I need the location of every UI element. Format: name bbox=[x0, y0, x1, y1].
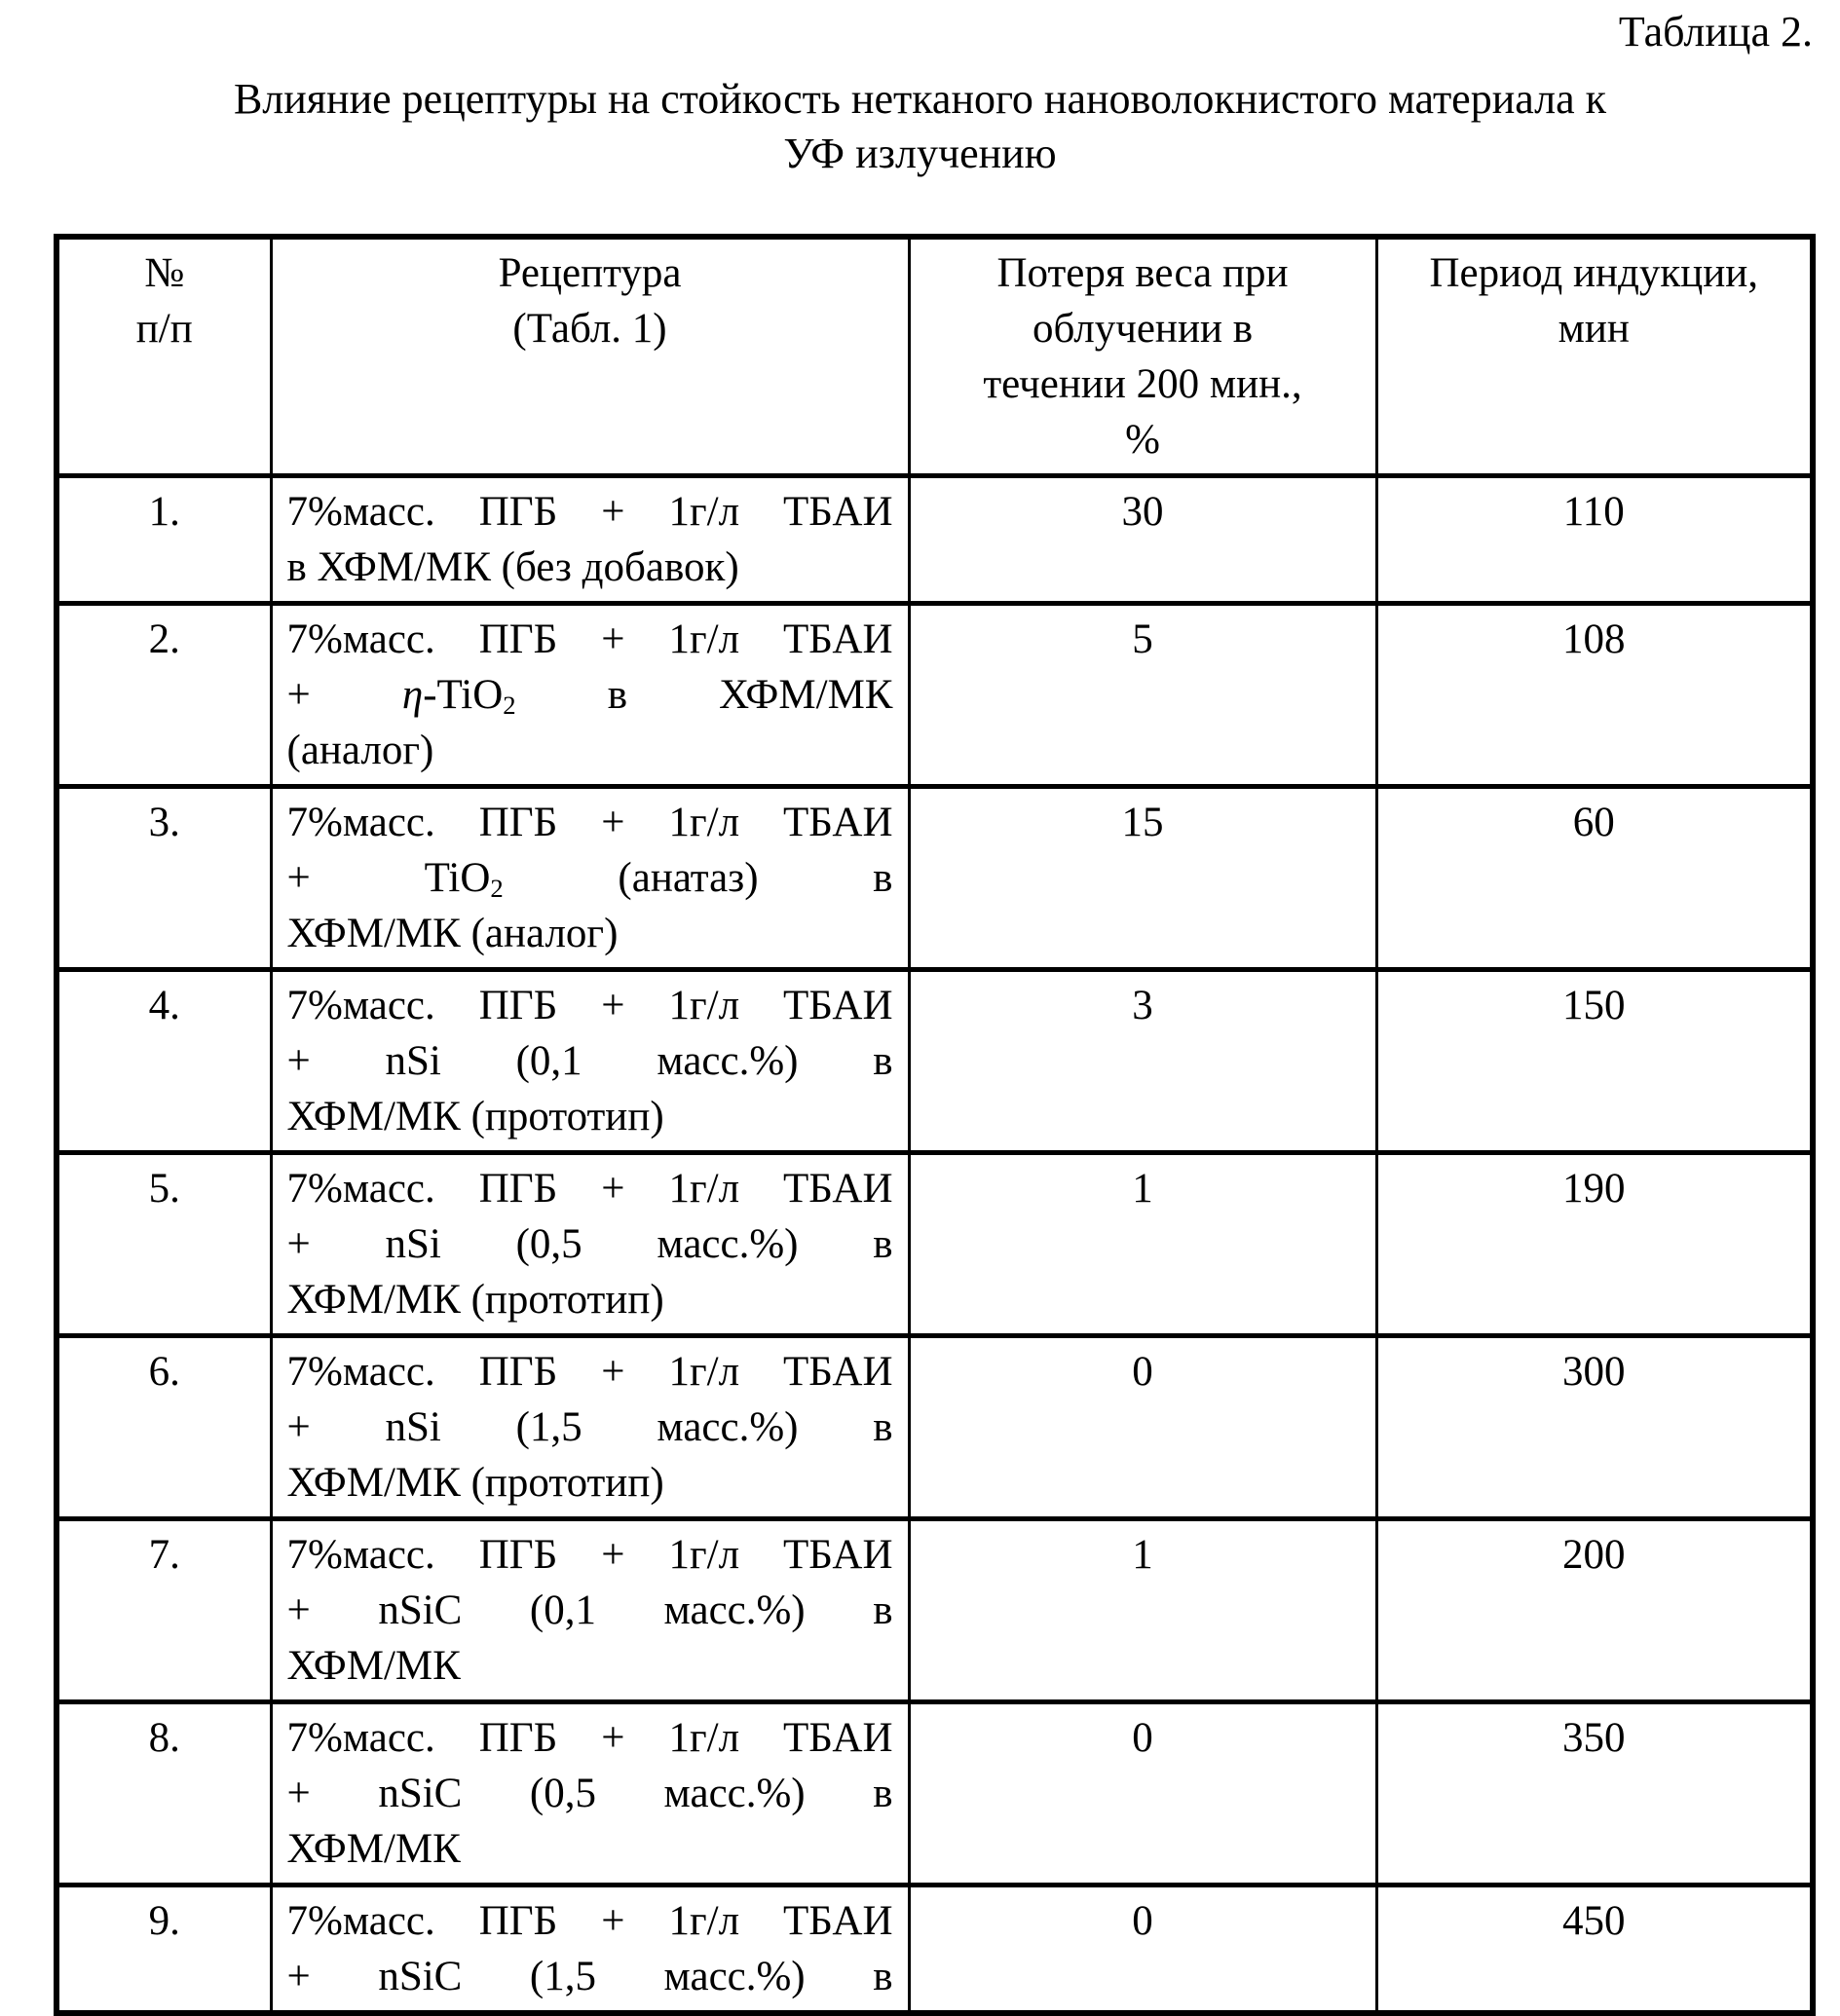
recipe-line: + nSiC (0,5 масс.%) в bbox=[286, 1771, 893, 1816]
header-line: Потеря веса при bbox=[996, 250, 1289, 296]
row-number-cell: 2. bbox=[56, 604, 271, 787]
recipe-line: (аналог) bbox=[286, 728, 434, 773]
header-recipe bbox=[271, 237, 909, 476]
weight-loss-cell: 5 bbox=[909, 604, 1376, 787]
table-row bbox=[56, 604, 1813, 787]
results-table bbox=[54, 234, 1816, 2016]
row-number-cell: 7. bbox=[56, 1519, 271, 1702]
recipe-line: 7%масс. ПГБ + 1г/л ТБАИ bbox=[286, 800, 893, 845]
induction-cell: 450 bbox=[1376, 1885, 1813, 2014]
table-row bbox=[56, 787, 1813, 970]
document-heading bbox=[0, 72, 1840, 181]
induction-cell: 300 bbox=[1376, 1336, 1813, 1519]
document-page bbox=[0, 6, 1840, 2016]
induction-cell: 110 bbox=[1376, 476, 1813, 604]
recipe-cell bbox=[271, 1885, 909, 2014]
recipe-cell bbox=[271, 476, 909, 604]
header-line: № bbox=[144, 250, 185, 296]
header-induction bbox=[1376, 237, 1813, 476]
recipe-line: ХФМ/МК (прототип) bbox=[286, 1094, 664, 1139]
header-line: п/п bbox=[135, 306, 193, 352]
recipe-line: 7%масс. ПГБ + 1г/л ТБАИ bbox=[286, 1898, 893, 1944]
recipe-line: 7%масс. ПГБ + 1г/л ТБАИ bbox=[286, 1166, 893, 1212]
induction-cell: 108 bbox=[1376, 604, 1813, 787]
header-line: течении 200 мин., bbox=[983, 361, 1302, 407]
header-line: мин bbox=[1558, 306, 1630, 352]
recipe-cell bbox=[271, 1519, 909, 1702]
row-number-cell: 4. bbox=[56, 970, 271, 1153]
recipe-line: + η-TiO$_2$ в ХФМ/МК bbox=[286, 672, 893, 720]
weight-loss-cell: 0 bbox=[909, 1702, 1376, 1885]
weight-loss-cell: 1 bbox=[909, 1153, 1376, 1336]
recipe-line: ХФМ/МК bbox=[286, 1643, 461, 1689]
header-weight-loss bbox=[909, 237, 1376, 476]
table-row bbox=[56, 1702, 1813, 1885]
table-row bbox=[56, 1336, 1813, 1519]
recipe-line: 7%масс. ПГБ + 1г/л ТБАИ bbox=[286, 1715, 893, 1761]
recipe-line: 7%масс. ПГБ + 1г/л ТБАИ bbox=[286, 489, 893, 535]
row-number-cell: 9. bbox=[56, 1885, 271, 2014]
table-header-row bbox=[56, 237, 1813, 476]
header-line: Рецептура bbox=[498, 250, 682, 296]
table-label: Таблица 2. bbox=[1618, 8, 1813, 56]
header-line: % bbox=[1125, 417, 1160, 463]
document-heading-line1: Влияние рецептуры на стойкость нетканого нановолокнистого материала к bbox=[233, 75, 1607, 123]
recipe-cell bbox=[271, 604, 909, 787]
header-num bbox=[56, 237, 271, 476]
recipe-line: 7%масс. ПГБ + 1г/л ТБАИ bbox=[286, 983, 893, 1028]
table-row bbox=[56, 1885, 1813, 2014]
table-row bbox=[56, 1153, 1813, 1336]
document-heading-line2: УФ излучению bbox=[783, 130, 1057, 177]
table-row bbox=[56, 1519, 1813, 1702]
recipe-cell bbox=[271, 1153, 909, 1336]
header-line: (Табл. 1) bbox=[512, 306, 667, 352]
recipe-line: ХФМ/МК (аналог) bbox=[286, 911, 619, 956]
weight-loss-cell: 0 bbox=[909, 1336, 1376, 1519]
results-table-body bbox=[56, 476, 1813, 2014]
recipe-line: + nSi (0,1 масс.%) в bbox=[286, 1038, 893, 1084]
induction-cell: 190 bbox=[1376, 1153, 1813, 1336]
induction-cell: 200 bbox=[1376, 1519, 1813, 1702]
recipe-cell bbox=[271, 1336, 909, 1519]
recipe-line: в ХФМ/МК (без добавок) bbox=[286, 544, 739, 590]
weight-loss-cell: 15 bbox=[909, 787, 1376, 970]
induction-cell: 350 bbox=[1376, 1702, 1813, 1885]
table-row bbox=[56, 970, 1813, 1153]
recipe-line: 7%масс. ПГБ + 1г/л ТБАИ bbox=[286, 1349, 893, 1395]
recipe-line: ХФМ/МК (прототип) bbox=[286, 1460, 664, 1506]
induction-cell: 60 bbox=[1376, 787, 1813, 970]
row-number-cell: 1. bbox=[56, 476, 271, 604]
recipe-line: 7%масс. ПГБ + 1г/л ТБАИ bbox=[286, 1532, 893, 1578]
recipe-line: ХФМ/МК (прототип) bbox=[286, 1277, 664, 1323]
recipe-line: ХФМ/МК bbox=[286, 1826, 461, 1872]
recipe-cell bbox=[271, 787, 909, 970]
recipe-line: 7%масс. ПГБ + 1г/л ТБАИ bbox=[286, 616, 893, 662]
row-number-cell: 3. bbox=[56, 787, 271, 970]
recipe-cell bbox=[271, 970, 909, 1153]
recipe-line: + nSi (0,5 масс.%) в bbox=[286, 1221, 893, 1267]
weight-loss-cell: 30 bbox=[909, 476, 1376, 604]
header-line: Период индукции, bbox=[1429, 250, 1759, 296]
recipe-line: + TiO$_2$ (анатаз) в bbox=[286, 855, 893, 903]
recipe-line: + nSiC (0,1 масс.%) в bbox=[286, 1587, 893, 1633]
induction-cell: 150 bbox=[1376, 970, 1813, 1153]
weight-loss-cell: 3 bbox=[909, 970, 1376, 1153]
recipe-cell bbox=[271, 1702, 909, 1885]
header-line: облучении в bbox=[1032, 306, 1254, 352]
row-number-cell: 5. bbox=[56, 1153, 271, 1336]
recipe-line: + nSi (1,5 масс.%) в bbox=[286, 1404, 893, 1450]
weight-loss-cell: 1 bbox=[909, 1519, 1376, 1702]
recipe-line: + nSiC (1,5 масс.%) в bbox=[286, 1954, 893, 1999]
table-row bbox=[56, 476, 1813, 604]
row-number-cell: 6. bbox=[56, 1336, 271, 1519]
row-number-cell: 8. bbox=[56, 1702, 271, 1885]
weight-loss-cell: 0 bbox=[909, 1885, 1376, 2014]
